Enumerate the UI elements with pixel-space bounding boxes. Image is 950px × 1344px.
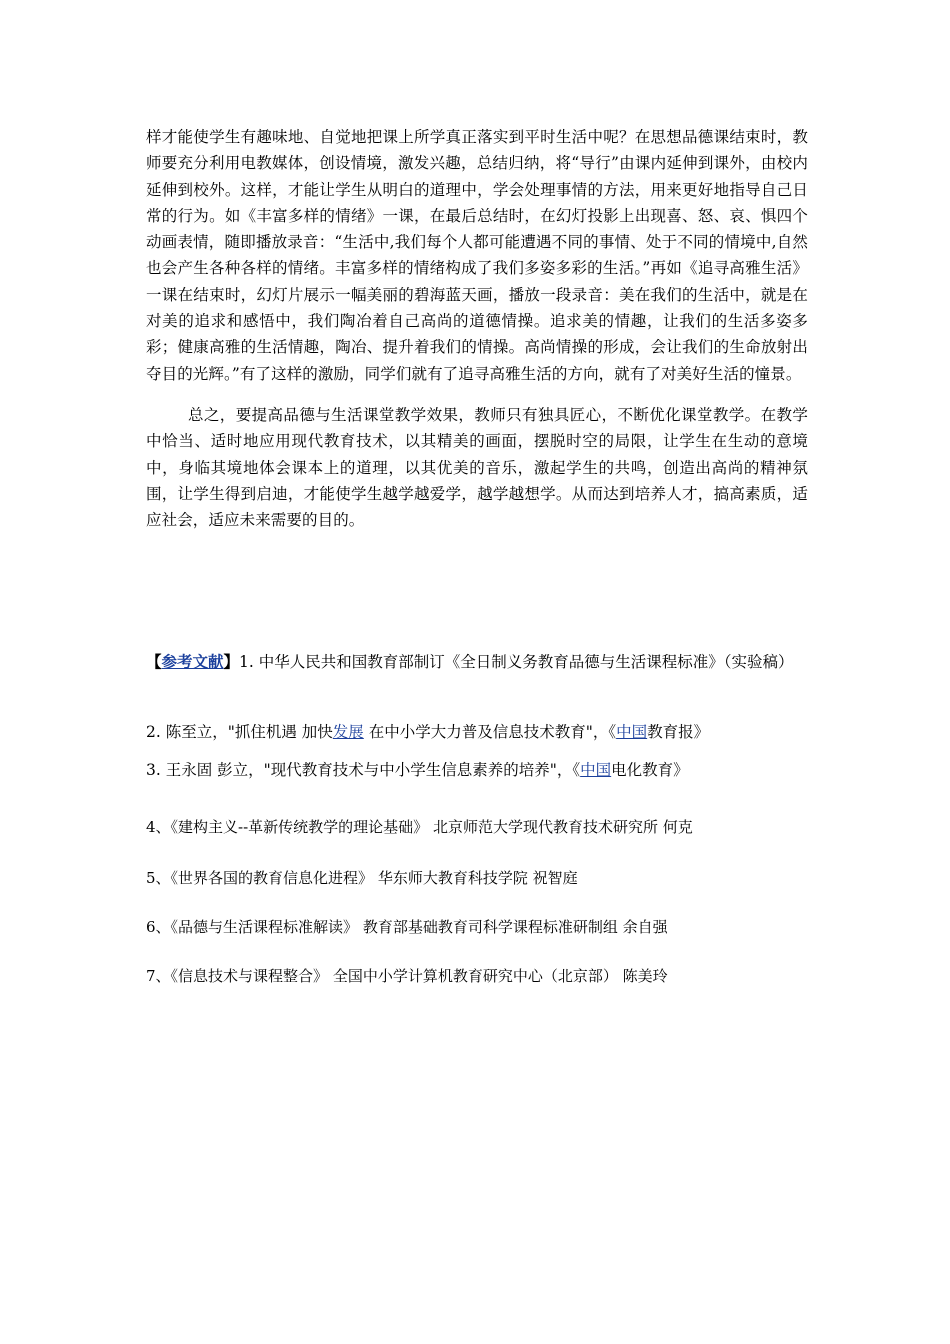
reference-5: 5、《世界各国的教育信息化进程》 华东师大教育科技学院 祝智庭: [146, 869, 578, 887]
reference-2: [146, 721, 826, 743]
reference-2-mid: 在中小学大力普及信息技术教育"，《: [363, 723, 617, 741]
fazhan-link[interactable]: 发展: [332, 723, 364, 741]
bracket-open: 【: [146, 652, 162, 671]
bracket-close: 】: [223, 652, 240, 671]
references-heading-link[interactable]: 参考文献: [161, 652, 224, 671]
reference-3-pre: 3. 王永固 彭立，"现代教育技术与中小学生信息素养的培养"，《: [146, 761, 581, 779]
body-paragraph-2: 总之，要提高品德与生活课堂教学效果，教师只有独具匠心，不断优化课堂教学。在教学中恰当、适时地应用现代教育技术，以其精美的画面，摆脱时空的局限，让学生在生动的意境中，身临其境地体会课本上的道理，以其优美的音乐，激起学生的共鸣，创造出高尚的精神氛围，让学生得到启迪，才能使学生越学越爱学，越学越想学。从而达到培养人才，搞高素质，适应社会，适应未来需要的目的。: [146, 406, 808, 530]
reference-1: [146, 643, 816, 681]
reference-4: 4、《建构主义--革新传统教学的理论基础》 北京师范大学现代教育技术研究所 何克: [146, 818, 693, 836]
reference-2-post: 教育报》: [647, 723, 710, 741]
reference-6: 6、《品德与生活课程标准解读》 教育部基础教育司科学课程标准研制组 余自强: [146, 918, 668, 936]
reference-1-text: 1. 中华人民共和国教育部制订《全日制义务教育品德与生活课程标准》（实验稿）: [239, 653, 794, 671]
reference-7: 7、《信息技术与课程整合》 全国中小学计算机教育研究中心（北京部） 陈美玲: [146, 967, 668, 985]
zhongguo-link-2[interactable]: 中国: [580, 761, 612, 779]
reference-3-post: 电化教育》: [611, 761, 689, 779]
reference-2-pre: 2. 陈至立，"抓住机遇 加快: [146, 723, 333, 741]
reference-3: [146, 759, 826, 781]
zhongguo-link-1[interactable]: 中国: [616, 723, 648, 741]
body-paragraph-1: 样才能使学生有趣味地、自觉地把课上所学真正落实到平时生活中呢？在思想品德课结束时，教师要充分利用电教媒体，创设情境，激发兴趣，总结归纳，将“导行”由课内延伸到课外，由校内延伸到校外。这样，才能让学生从明白的道理中，学会处理事情的方法，用来更好地指导自己日常的行为。如《丰富多样的情绪》一课，在最后总结时，在幻灯投影上出现喜、怒、哀、惧四个动画表情，随即播放录音：“生活中,我们每个人都可能遭遇不同的事情、处于不同的情境中,自然也会产生各种各样的情绪。丰富多样的情绪构成了我们多姿多彩的生活。”再如《追寻高雅生活》一课在结束时，幻灯片展示一幅美丽的碧海蓝天画，播放一段录音：美在我们的生活中，就是在对美的追求和感悟中，我们陶冶着自己高尚的道德情操。追求美的情趣，让我们的生活多姿多彩；健康高雅的生活情趣，陶冶、提升着我们的情操。高尚情操的形成，会让我们的生命放射出夺目的光辉。”有了这样的激励，同学们就有了追寻高雅生活的方向，就有了对美好生活的憧景。: [146, 128, 808, 383]
